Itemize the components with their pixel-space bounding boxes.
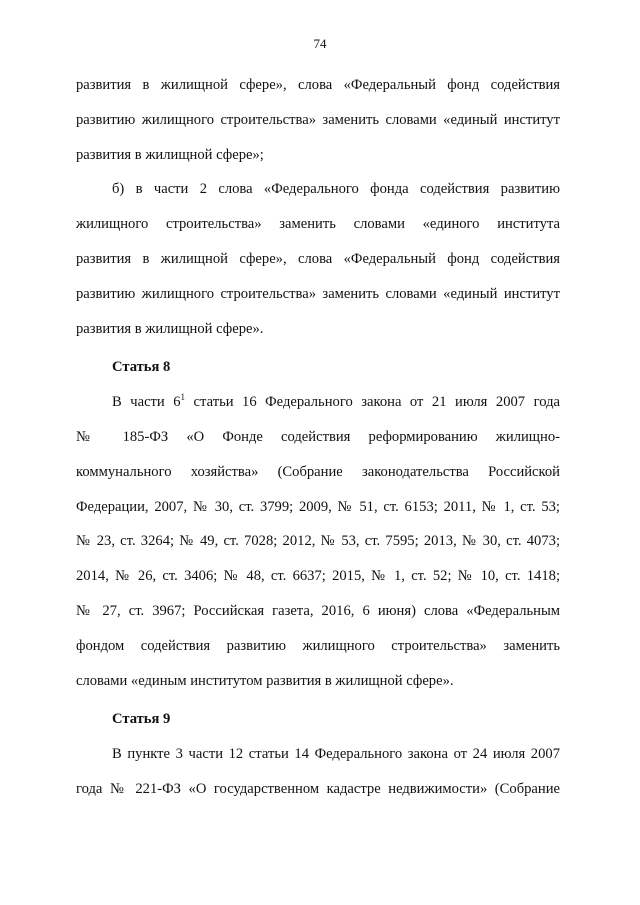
text-line: развития в жилищной сфере»;: [76, 146, 264, 163]
paragraph-a-continuation: [76, 68, 560, 172]
text-line-with-superscript: [76, 385, 560, 420]
article-9-paragraph: [76, 737, 560, 807]
text-line: фондом содействия развитию жилищного строительства» заменить: [76, 637, 560, 654]
text-line: № 23, ст. 3264; № 49, ст. 7028; 2012, № 53, ст. 7595; 2013, № 30, ст. 4073;: [76, 533, 560, 550]
article-8-paragraph: [76, 385, 560, 698]
text-line: б) в части 2 слова «Федерального фонда содействия развитию: [112, 181, 560, 198]
text-line: развитию жилищного строительства» заменить словами «единый институт: [76, 111, 560, 128]
text-line: В пункте 3 части 12 статьи 14 Федерального закона от 24 июля 2007: [112, 746, 560, 763]
text-line: Федерации, 2007, № 30, ст. 3799; 2009, № 51, ст. 6153; 2011, № 1, ст. 53;: [76, 498, 560, 515]
text-segment: В части 6: [112, 394, 181, 411]
text-line: коммунального хозяйства» (Собрание законодательства Российской: [76, 463, 560, 480]
text-line: развитию жилищного строительства» заменить словами «единый институт: [76, 285, 560, 302]
text-line: развития в жилищной сфере», слова «Федеральный фонд содействия: [76, 77, 560, 93]
text-line: словами «единым институтом развития в жилищной сфере».: [76, 672, 454, 689]
text-segment: статьи 16 Федерального закона от 21 июля 2007 года: [185, 394, 560, 411]
article-9-heading: Статья 9: [112, 711, 171, 728]
superscript: 1: [180, 392, 186, 403]
paragraph-b: [76, 172, 560, 346]
text-line: № 27, ст. 3967; Российская газета, 2016, 6 июня) слова «Федеральным: [76, 602, 560, 619]
document-body: [76, 68, 560, 807]
text-line: № 185-ФЗ «О Фонде содействия реформированию жилищно-: [76, 428, 560, 445]
text-line: 2014, № 26, ст. 3406; № 48, ст. 6637; 2015, № 1, ст. 52; № 10, ст. 1418;: [76, 568, 560, 585]
text-line: года № 221-ФЗ «О государственном кадастре недвижимости» (Собрание: [76, 780, 560, 797]
article-8-heading: Статья 8: [112, 359, 171, 376]
text-line: развития в жилищной сфере».: [76, 320, 264, 337]
text-line: развития в жилищной сфере», слова «Федеральный фонд содействия: [76, 250, 560, 267]
page-number: 74: [313, 36, 327, 51]
text-line: жилищного строительства» заменить словами «единого института: [76, 216, 560, 233]
